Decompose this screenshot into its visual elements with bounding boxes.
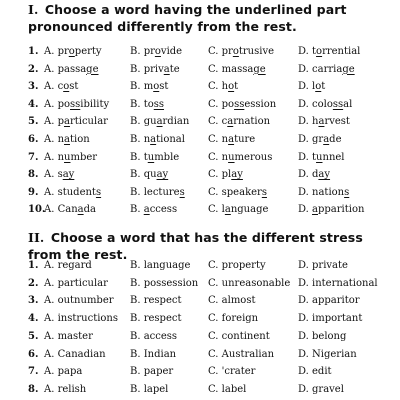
question-number: 10. — [28, 204, 46, 216]
option-text: da — [83, 204, 96, 216]
option-b: B. Indian — [130, 348, 177, 360]
option-a: A. master — [44, 330, 93, 342]
option-a — [44, 113, 108, 130]
question-number: 6. — [28, 348, 39, 360]
section-2-numeral: II. — [28, 230, 45, 245]
question-row — [0, 201, 400, 218]
underlined-part: ss — [153, 98, 165, 110]
option-text: C. n — [208, 151, 229, 163]
option-text: st — [69, 81, 79, 93]
underlined-part: a — [163, 63, 170, 75]
underlined-part: s — [179, 186, 185, 198]
option-d: D. gravel — [298, 383, 344, 395]
option-d: D. Nigerian — [298, 348, 357, 360]
section-1-title: Choose a word having the underlined part pronounced differently from the rest. — [28, 2, 347, 34]
underlined-part: ss — [332, 98, 344, 110]
underlined-part: o — [315, 81, 322, 93]
underlined-part: u — [316, 151, 323, 163]
option-text: rnation — [233, 116, 271, 128]
underlined-part: o — [316, 46, 323, 57]
option-b — [130, 149, 179, 166]
question-number: 6. — [28, 134, 39, 145]
option-text: B. n — [130, 134, 151, 145]
underlined-part: o — [228, 81, 235, 93]
option-a: A. papa — [44, 366, 83, 378]
option-a: A. particular — [44, 277, 108, 289]
underlined-part: a — [227, 116, 234, 128]
option-text: merous — [234, 151, 273, 163]
question-row — [0, 113, 400, 130]
option-text: A. passa — [44, 63, 87, 75]
option-b — [130, 113, 189, 130]
option-text: st — [159, 81, 169, 93]
question-number: 1. — [28, 260, 39, 271]
option-text: A. student — [44, 186, 96, 198]
question-row — [0, 78, 400, 95]
question-row — [0, 166, 400, 183]
question-number: 3. — [28, 81, 39, 93]
option-d — [298, 131, 342, 148]
option-b: B. paper — [130, 366, 174, 378]
underlined-part: a — [150, 134, 157, 145]
underlined-part: a — [64, 134, 70, 145]
option-text: D. d — [298, 169, 319, 181]
option-text: B. lecture — [130, 186, 180, 198]
option-text: B. — [130, 204, 144, 216]
underlined-part: ay — [62, 169, 75, 181]
option-d — [298, 43, 360, 60]
option-b — [130, 96, 164, 113]
option-b — [130, 43, 182, 60]
option-d: D. important — [298, 313, 363, 325]
underlined-part: s — [344, 186, 350, 198]
option-text: A. p — [44, 116, 64, 128]
option-text: B. m — [130, 81, 154, 93]
underlined-part: ay — [231, 169, 243, 181]
option-text: D. t — [298, 151, 317, 163]
underlined-part: ge — [253, 63, 266, 75]
underlined-part: ss — [70, 98, 81, 110]
option-a — [44, 96, 109, 113]
option-text: D. nation — [298, 186, 345, 198]
option-text: C. pl — [208, 169, 232, 181]
option-c — [208, 78, 238, 95]
question-row — [0, 292, 400, 309]
question-row — [0, 184, 400, 201]
option-c: C. almost — [208, 295, 256, 307]
option-c: C. foreign — [208, 313, 259, 325]
option-text: ccess — [149, 204, 178, 216]
option-b: B. respect — [130, 295, 182, 307]
option-text: A. s — [44, 169, 63, 181]
question-row — [0, 149, 400, 166]
underlined-part: a — [318, 116, 325, 128]
option-text: B. gu — [130, 116, 157, 128]
underlined-part: a — [312, 204, 318, 216]
option-text: C. l — [208, 204, 225, 216]
option-d: D. edit — [298, 366, 332, 378]
option-c — [208, 201, 268, 218]
option-c — [208, 131, 255, 148]
option-d: D. international — [298, 277, 378, 289]
underlined-part: s — [95, 186, 102, 198]
option-text: ture — [234, 134, 256, 145]
question-number: 4. — [28, 313, 39, 325]
option-a — [44, 201, 96, 218]
option-c — [208, 43, 274, 60]
option-text: B. pr — [130, 46, 155, 57]
option-text: C. po — [208, 98, 235, 110]
option-d — [298, 113, 350, 130]
option-d — [298, 184, 349, 201]
option-text: de — [329, 134, 342, 145]
question-number: 2. — [28, 63, 39, 75]
option-c — [208, 96, 276, 113]
option-d: D. apparitor — [298, 295, 360, 307]
option-text: A. Can — [44, 204, 78, 216]
option-c: C. label — [208, 383, 247, 395]
question-row — [0, 61, 400, 78]
question-row — [0, 131, 400, 148]
underlined-part: o — [63, 81, 70, 93]
option-text: D. carria — [298, 63, 343, 75]
option-c — [208, 166, 243, 183]
option-text: tion — [70, 134, 90, 145]
option-a: A. regard — [44, 260, 92, 271]
question-row — [0, 328, 400, 345]
question-row — [0, 257, 400, 274]
option-b: B. access — [130, 330, 178, 342]
underlined-part: o — [232, 46, 239, 57]
option-c: C. 'crater — [208, 366, 256, 378]
question-number: 1. — [28, 46, 39, 57]
option-text: te — [169, 63, 180, 75]
option-a — [44, 131, 90, 148]
option-a: A. instructions — [44, 313, 118, 325]
option-c: C. unreasonable — [208, 277, 291, 289]
option-a — [44, 166, 74, 183]
option-d: D. private — [298, 260, 348, 271]
question-number: 7. — [28, 151, 39, 163]
underlined-part: a — [156, 116, 163, 128]
question-number: 7. — [28, 366, 39, 378]
section-1-heading — [28, 1, 394, 35]
option-text: t — [234, 81, 239, 93]
option-text: ession — [244, 98, 277, 110]
option-text: A. n — [44, 151, 65, 163]
question-row — [0, 381, 400, 398]
option-text: rvest — [324, 116, 350, 128]
question-row — [0, 363, 400, 380]
question-number: 4. — [28, 98, 39, 110]
underlined-part: ay — [318, 169, 331, 181]
option-text: C. n — [208, 134, 229, 145]
option-c — [208, 113, 270, 130]
underlined-part: s — [261, 186, 267, 198]
option-d — [298, 78, 325, 95]
option-text: rticular — [69, 116, 108, 128]
option-b — [130, 78, 168, 95]
option-text: C. massa — [208, 63, 254, 75]
section-2-title: Choose a word that has the different stress from the rest. — [28, 230, 363, 262]
option-b: B. lapel — [130, 383, 169, 395]
option-text: pparition — [318, 204, 365, 216]
option-c: C. Australian — [208, 348, 275, 360]
option-b — [130, 184, 185, 201]
option-b — [130, 201, 177, 218]
section-1-numeral: I. — [28, 2, 39, 17]
question-row — [0, 96, 400, 113]
option-d: D. belong — [298, 330, 347, 342]
question-number: 8. — [28, 169, 39, 181]
option-a: A. relish — [44, 383, 87, 395]
option-text: t — [321, 81, 326, 93]
option-text: nnel — [322, 151, 345, 163]
option-c — [208, 61, 266, 78]
option-text: C. h — [208, 81, 229, 93]
option-a: A. outnumber — [44, 295, 114, 307]
underlined-part: a — [224, 204, 231, 216]
question-number: 8. — [28, 383, 39, 395]
option-text: perty — [74, 46, 102, 57]
option-text: A. po — [44, 98, 71, 110]
underlined-part: a — [77, 204, 84, 216]
option-text: trusive — [238, 46, 275, 57]
underlined-part: ss — [234, 98, 245, 110]
underlined-part: a — [143, 204, 150, 216]
option-text: B. to — [130, 98, 154, 110]
option-b: B. respect — [130, 313, 182, 325]
underlined-part: o — [154, 46, 161, 57]
option-c: C. continent — [208, 330, 270, 342]
option-text: vide — [160, 46, 183, 57]
option-a — [44, 184, 101, 201]
option-d — [298, 166, 330, 183]
underlined-part: ge — [342, 63, 355, 75]
question-row — [0, 275, 400, 292]
option-text: C. speaker — [208, 186, 262, 198]
option-text: nguage — [230, 204, 269, 216]
option-b — [130, 61, 180, 78]
question-number: 5. — [28, 330, 39, 342]
option-text: D. colo — [298, 98, 333, 110]
option-text: A. n — [44, 134, 65, 145]
option-a: A. Canadian — [44, 348, 106, 360]
underlined-part: ge — [86, 63, 99, 75]
option-a — [44, 78, 78, 95]
option-c — [208, 149, 272, 166]
option-d — [298, 201, 364, 218]
option-text: tional — [156, 134, 185, 145]
option-text: B. t — [130, 151, 148, 163]
question-row — [0, 310, 400, 327]
option-text: mber — [70, 151, 98, 163]
question-row — [0, 43, 400, 60]
option-text: D. h — [298, 116, 319, 128]
question-number: 2. — [28, 277, 39, 289]
underlined-part: ay — [156, 169, 169, 181]
underlined-part: u — [228, 151, 235, 163]
question-number: 9. — [28, 186, 39, 198]
option-text: rrential — [322, 46, 361, 57]
option-d — [298, 149, 345, 166]
underlined-part: u — [64, 151, 71, 163]
option-text: D. t — [298, 46, 317, 57]
option-d — [298, 61, 355, 78]
option-text: B. priv — [130, 63, 164, 75]
option-text: rdian — [162, 116, 190, 128]
option-c: C. property — [208, 260, 266, 271]
option-text: mble — [154, 151, 180, 163]
underlined-part: u — [147, 151, 155, 163]
option-text: C. c — [208, 116, 228, 128]
option-d — [298, 96, 352, 113]
question-number: 5. — [28, 116, 39, 128]
option-a — [44, 43, 102, 60]
underlined-part: a — [323, 134, 330, 145]
option-b: B. language — [130, 260, 191, 271]
option-text: D. gr — [298, 134, 324, 145]
option-text: A. pr — [44, 46, 69, 57]
option-a — [44, 149, 97, 166]
option-c — [208, 184, 267, 201]
option-a — [44, 61, 99, 78]
underlined-part: a — [228, 134, 235, 145]
option-text: C. pr — [208, 46, 233, 57]
option-b — [130, 166, 168, 183]
underlined-part: o — [68, 46, 75, 57]
option-text: D. — [298, 204, 313, 216]
question-row — [0, 346, 400, 363]
underlined-part: a — [63, 116, 70, 128]
underlined-part: o — [153, 81, 160, 93]
option-text: ibility — [80, 98, 110, 110]
option-text: A. c — [44, 81, 64, 93]
option-b — [130, 131, 185, 148]
option-text: D. l — [298, 81, 316, 93]
option-text: al — [343, 98, 353, 110]
option-b: B. possession — [130, 277, 199, 289]
option-text: B. qu — [130, 169, 157, 181]
question-number: 3. — [28, 295, 39, 307]
